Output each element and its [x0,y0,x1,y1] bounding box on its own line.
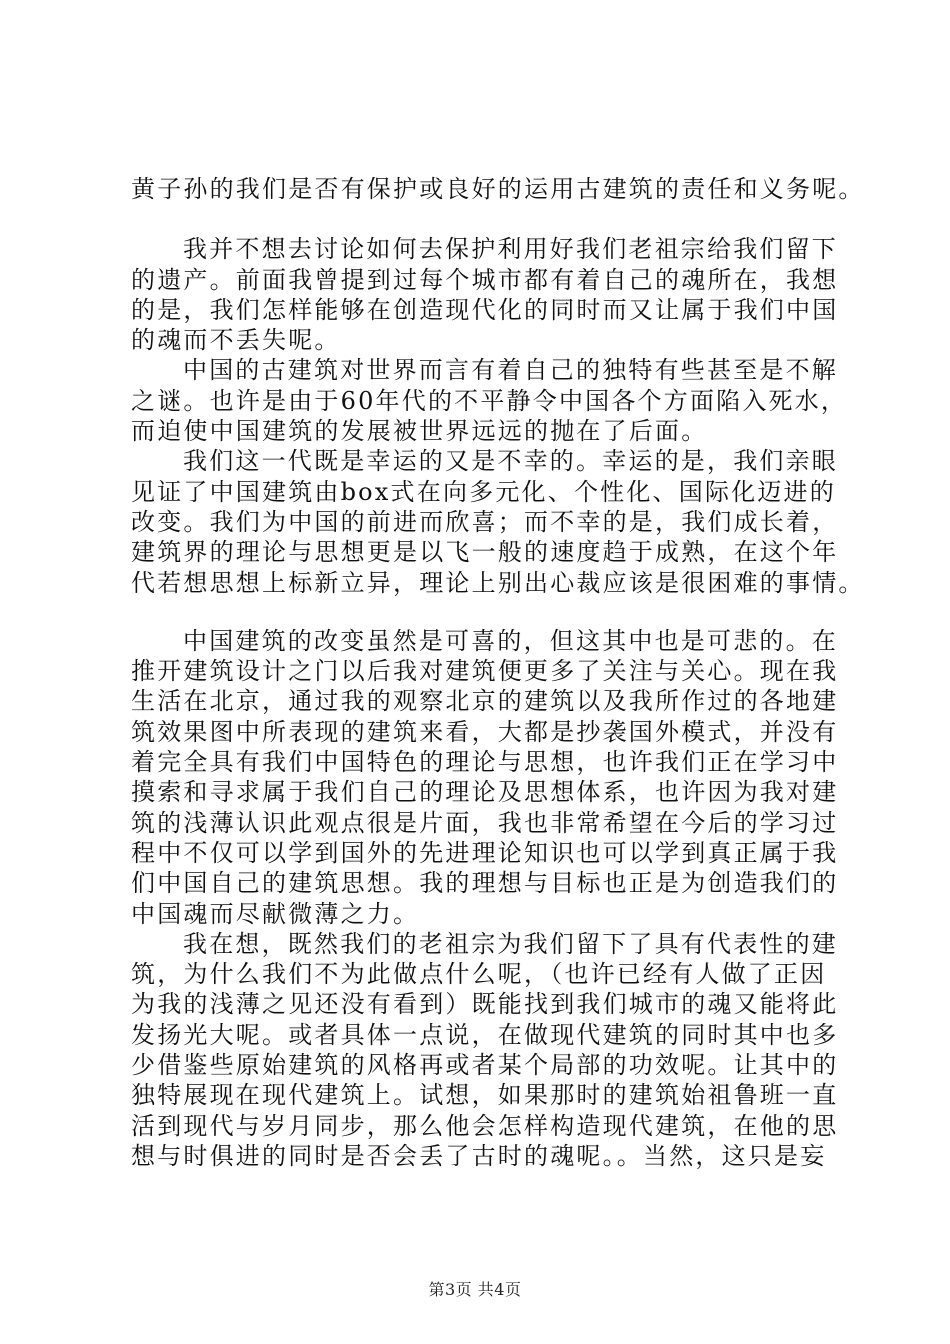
text-line: 改变。我们为中国的前进而欣喜；而不幸的是，我们成长着， [131,507,839,536]
text-line: 筑的浅薄认识此观点很是片面，我也非常希望在今后的学习过 [131,808,839,837]
text-line: 而迫使中国建筑的发展被世界远远的抛在了后面。 [131,417,708,446]
text-line: 独特展现在现代建筑上。试想，如果那时的建筑始祖鲁班一直 [131,1081,839,1110]
text-line: 代若想思想上标新立异，理论上别出心裁应该是很困难的事情。 [131,568,865,597]
text-line: 中国建筑的改变虽然是可喜的，但这其中也是可悲的。在 [183,626,838,655]
text-line: 见证了中国建筑由box式在向多元化、个性化、国际化迈进的 [131,477,836,506]
text-line: 筑，为什么我们不为此做点什么呢，（也许已经有人做了正因 [131,960,827,989]
paragraph-6 [131,929,851,1171]
text-line: 发扬光大呢。或者具体一点说，在做现代建筑的同时其中也多 [131,1020,839,1049]
text-line: 之谜。也许是由于60年代的不平静令中国各个方面陷入死水， [131,386,848,415]
text-line: 推开建筑设计之门以后我对建筑便更多了关注与关心。现在我 [131,657,839,686]
text-line: 的是，我们怎样能够在创造现代化的同时而又让属于我们中国 [131,295,839,324]
text-line: 建筑界的理论与思想更是以飞一般的速度趋于成熟，在这个年 [131,538,839,567]
text-line: 我并不想去讨论如何去保护利用好我们老祖宗给我们留下 [183,235,838,264]
text-line: 的魂而不丢失呢。 [131,326,341,355]
text-line: 为我的浅薄之见还没有看到）既能找到我们城市的魂又能将此 [131,990,839,1019]
text-line: 生活在北京，通过我的观察北京的建筑以及我所作过的各地建 [131,687,839,716]
document-body [131,174,865,1171]
text-line: 程中不仅可以学到国外的先进理论知识也可以学到真正属于我 [131,838,839,867]
text-line: 的遗产。前面我曾提到过每个城市都有着自己的魂所在，我想 [131,265,839,294]
text-line: 筑效果图中所表现的建筑来看，大都是抄袭国外模式，并没有 [131,717,839,746]
text-line: 少借鉴些原始建筑的风格再或者某个局部的功效呢。让其中的 [131,1051,839,1080]
text-line: 们中国自己的建筑思想。我的理想与目标也正是为创造我们的 [131,869,839,898]
text-line: 活到现代与岁月同步，那么他会怎样构造现代建筑，在他的思 [131,1111,839,1140]
paragraph-4 [131,446,865,597]
paragraph-1 [131,174,865,204]
text-line: 我在想，既然我们的老祖宗为我们留下了具有代表性的建 [183,929,838,958]
text-line: 着完全具有我们中国特色的理论与思想，也许我们正在学习中 [131,748,839,777]
text-line: 中国的古建筑对世界而言有着自己的独特有些甚至是不解 [183,356,838,385]
text-line: 中国魂而尽献微薄之力。 [131,899,420,928]
page-footer: 第3页 共4页 [428,1280,522,1299]
paragraph-gap [131,204,851,234]
paragraph-2 [131,234,851,355]
text-line: 黄子孙的我们是否有保护或良好的运用古建筑的责任和义务呢。 [131,175,865,203]
paragraph-3 [131,355,851,446]
text-line: 我们这一代既是幸运的又是不幸的。幸运的是，我们亲眼 [183,447,838,476]
text-line: 想与时俱进的同时是否会丢了古时的魂呢。。当然，这只是妄 [131,1141,827,1170]
paragraph-gap [131,598,851,626]
paragraph-5 [131,626,851,929]
text-line: 摸索和寻求属于我们自己的理论及思想体系，也许因为我对建 [131,778,839,807]
